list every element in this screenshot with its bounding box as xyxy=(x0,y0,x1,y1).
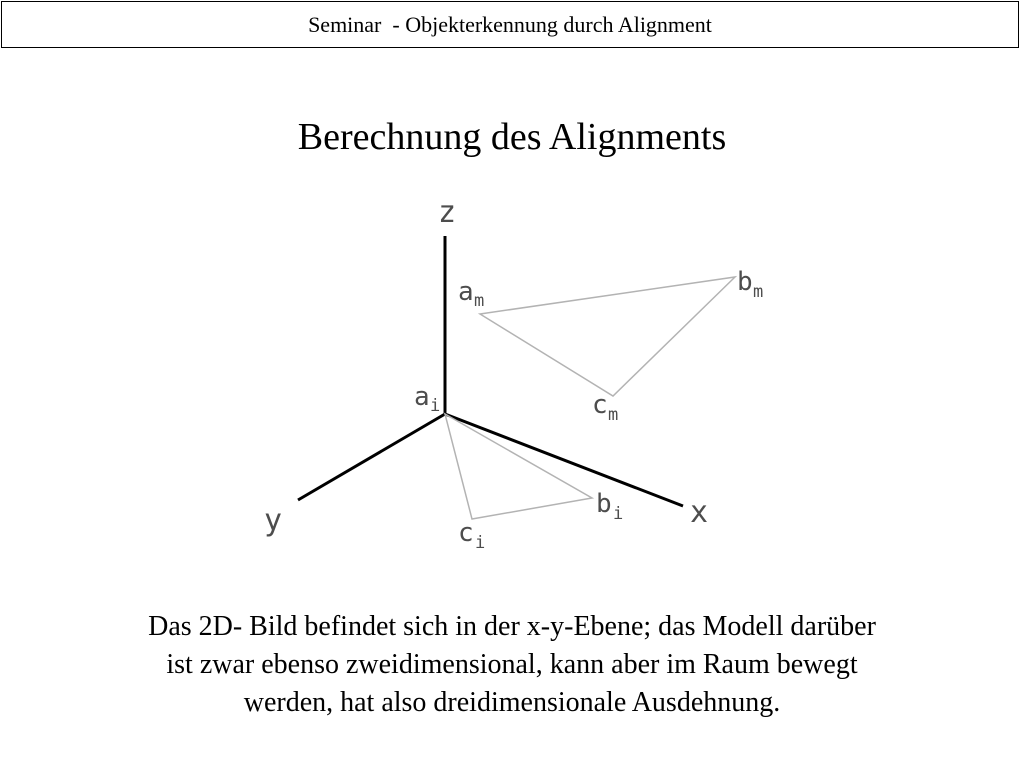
label-c-i xyxy=(458,518,485,553)
svg-text:m: m xyxy=(608,405,619,425)
caption-line-3: werden, hat also dreidimensionale Ausdehnung. xyxy=(243,687,781,718)
svg-text:i: i xyxy=(475,533,486,553)
header-text: Seminar - Objekterkennung durch Alignment xyxy=(308,11,712,37)
caption xyxy=(40,608,984,722)
y-axis xyxy=(298,414,445,500)
svg-text:b: b xyxy=(596,489,612,519)
caption-line-2: ist zwar ebenso zweidimensional, kann aber im Raum bewegt xyxy=(166,649,858,680)
image-triangle xyxy=(445,414,592,519)
svg-text:m: m xyxy=(474,291,485,311)
z-axis-label: z xyxy=(438,195,457,230)
label-a-m xyxy=(458,277,484,311)
svg-text:c: c xyxy=(458,518,474,548)
svg-text:m: m xyxy=(753,282,764,302)
svg-text:a: a xyxy=(458,277,474,307)
model-triangle xyxy=(480,277,735,396)
y-axis-label: y xyxy=(264,503,283,538)
label-b-m xyxy=(737,267,763,302)
svg-text:b: b xyxy=(737,267,753,297)
svg-text:c: c xyxy=(592,390,608,420)
label-a-i xyxy=(414,382,440,416)
label-b-i xyxy=(596,489,623,524)
svg-text:i: i xyxy=(430,396,441,416)
svg-text:a: a xyxy=(414,382,430,412)
caption-line-1: Das 2D- Bild befindet sich in der x-y-Ebene; das Modell darüber xyxy=(148,611,876,642)
slide-title: Berechnung des Alignments xyxy=(297,116,727,158)
x-axis-label: x xyxy=(690,495,709,530)
svg-text:i: i xyxy=(613,504,624,524)
x-axis xyxy=(445,414,683,506)
